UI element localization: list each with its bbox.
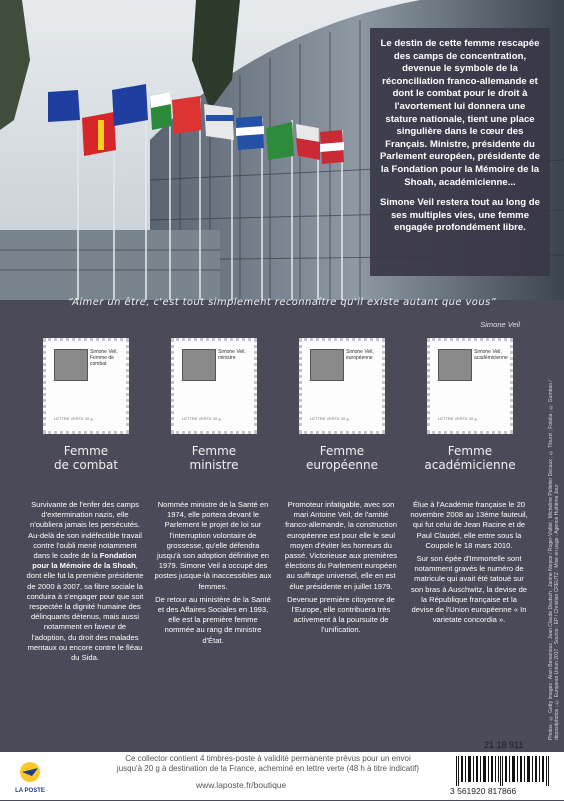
column-title-line-1: Femme — [319, 444, 365, 458]
stamp-label: Simone Veil, européenne — [346, 349, 374, 361]
column-text-academicienne — [410, 500, 528, 628]
la-poste-logo — [10, 760, 50, 796]
stamp-academicienne — [427, 338, 513, 434]
column-text-paragraph-2: De retour au ministère de la Santé et des Affaires Sociales en 1993, elle est la première femme nommée au rang de ministre d'État. — [155, 594, 271, 645]
barcode-bars-icon — [456, 756, 560, 786]
stamp-label: Simone Veil, ministre — [218, 349, 246, 361]
quote-author: Simone Veil — [480, 320, 520, 329]
column-title-line-1: Femme — [63, 444, 109, 458]
footer-line-1: Ce collector contient 4 timbres-poste à validité permanente prévus pour un envoi — [125, 754, 411, 763]
stamp-combat — [43, 338, 129, 434]
column-title-line-2: ministre — [189, 458, 239, 472]
column-title — [28, 444, 144, 472]
stamp-portrait — [54, 349, 88, 381]
la-poste-bird-icon — [10, 760, 50, 796]
photo-credits: Photos : © Getty Images ; Alain Benainous ; Jean Claude Deutsch ; Janine Niepce / Roger-Viollet ; Micheline Pelletier Decaux ; © Tiburzi ; Fotolia ; © Gumbao / depositphotos ; © European Union 2017 · Source : EP / Christian CREUTZ · Mise en page : Agence Huitième Jour — [548, 380, 560, 740]
intro-textbox — [370, 28, 550, 276]
column-text-paragraph-2: Devenue première citoyenne de l'Europe, elle contribuera très activement à la poursuite de l'unification. — [287, 594, 395, 635]
stamp-value: LETTRE VERTE 20 g — [438, 416, 477, 421]
stamp-value: LETTRE VERTE 20 g — [182, 416, 221, 421]
column-text-paragraph-1: Nommée ministre de la Santé en 1974, elle portera devant le Parlement le projet de loi sur l'interruption volontaire de grossesse, qu'elle défendra jusqu'à son adoption définitive en 1979. Simone Veil a occupé des postes jusque-là inaccessibles aux femmes. — [154, 500, 272, 591]
footer-line-2: jusqu'à 20 g à destination de la France, acheminé en lettre verte (48 h à titre indicatif) — [116, 764, 420, 773]
column-title — [284, 444, 400, 472]
stamp-ministre — [171, 338, 257, 434]
quote: “Aimer un être, c'est tout simplement reconnaître qu'il existe autant que vous” — [67, 297, 497, 308]
la-poste-logo-text: LA POSTE — [15, 788, 45, 794]
product-code: 21 18 911 — [484, 740, 524, 750]
foundation-name: Fondation pour la Mémoire de la Shoah — [32, 551, 137, 571]
boutique-url[interactable]: www.laposte.fr/boutique — [196, 780, 287, 790]
column-title-line-1: Femme — [191, 444, 237, 458]
footer-text — [98, 754, 438, 774]
intro-paragraph-1: Le destin de cette femme rescapée des camps de concentration, devenue le symbole de la réconciliation franco-allemande et dont le combat pour le droit à l'avortement lui donnera une stature nationale, tient une place singulière dans le cœur des Français. Ministre, présidente du Parlement européen, présidente de la Fondation pour la Mémoire de la Shoah, académicienne... — [380, 38, 540, 188]
stamp-column-europeenne — [284, 338, 400, 472]
stamp-value: LETTRE VERTE 20 g — [310, 416, 349, 421]
column-text-paragraph-2: Sur son épée d'Immortelle sont notamment gravés le numéro de matricule qui avait été tatoué sur son bras à Auschwitz, la devise de la République française et la devise de l'Union européenne « In varietate concordia ». — [410, 554, 528, 625]
column-text-ministre — [154, 500, 272, 649]
column-title — [156, 444, 272, 472]
stamp-column-ministre — [156, 338, 272, 472]
column-text-paragraph-1: Promoteur infatigable, avec son mari Antoine Veil, de l'amitié franco-allemande, la construction européenne est pour elle le seul moyen d'éviter les horreurs du passé. Victorieuse aux premières élections du Parlement européen au suffrage universel, elle en est élue présidente en juillet 1979. — [284, 500, 398, 591]
stamp-europeenne — [299, 338, 385, 434]
barcode-number: 3 561920 817866 — [450, 786, 517, 796]
stamp-value: LETTRE VERTE 20 g — [54, 416, 93, 421]
stamp-label: Simone Veil, académicienne — [474, 349, 508, 361]
column-title-line-2: européenne — [306, 458, 378, 472]
stamp-column-academicienne — [412, 338, 528, 472]
column-title-line-1: Femme — [447, 444, 493, 458]
stamp-label: Simone Veil, Femme de combat — [90, 349, 118, 367]
column-text-europeenne — [282, 500, 400, 639]
stamp-portrait — [182, 349, 216, 381]
column-title-line-2: académicienne — [424, 458, 516, 472]
column-title-line-2: de combat — [53, 458, 119, 472]
column-text-paragraph-1: Élue à l'Académie française le 20 novembre 2008 au 13ème fauteuil, qui fut celui de Jean Racine et de Paul Claudel, elle entre sous la Coupole le 18 mars 2010. — [410, 500, 528, 550]
column-title — [412, 444, 528, 472]
stamp-portrait — [310, 349, 344, 381]
stamp-portrait — [438, 349, 472, 381]
intro-paragraph-2: Simone Veil restera tout au long de ses multiples vies, une femme engagée profondément libre. — [380, 197, 540, 234]
column-text-paragraph: Survivante de l'enfer des camps d'extermination nazis, elle n'oubliera jamais les persécutés. Au-delà de son indéfectible travail contre l'oubli mené notamment dans le cadre de la Fondation pour la Mémoire de la Shoah, dont elle fut la première présidente de 2000 à 2007, sa fibre sociale la conduira à s'engager pour que soit respectée la dignité humaine des délinquants détenus, mais aussi notamment en faveur de l'adoption, du droit des malades mentaux ou encore contre le fléau du Sida. — [26, 500, 144, 663]
stamps-section — [28, 338, 538, 678]
stamp-column-combat — [28, 338, 144, 472]
column-text-combat — [26, 500, 144, 666]
